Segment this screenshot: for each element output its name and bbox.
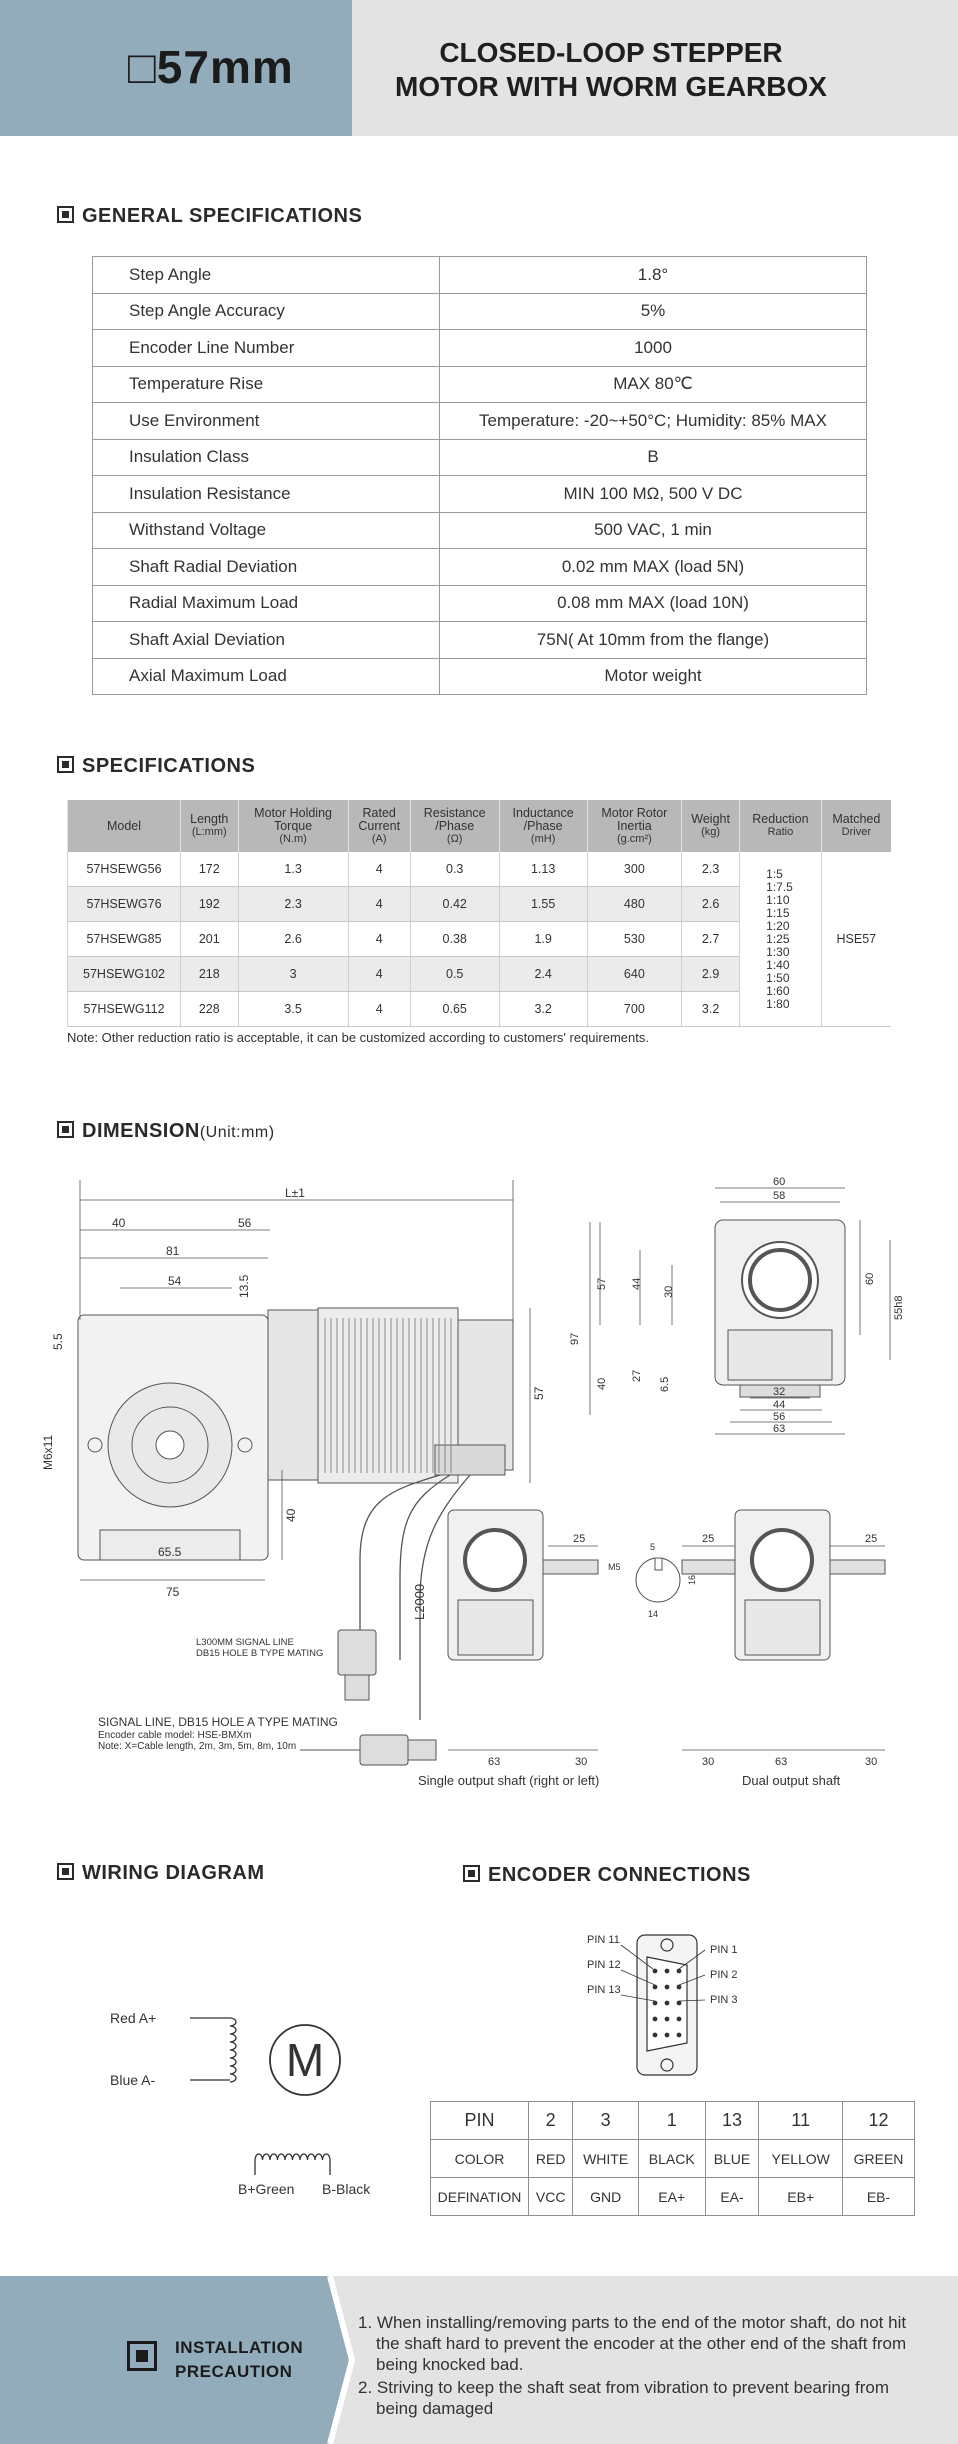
single-output-shaft: [543, 1560, 598, 1574]
spec-column-header-line: Torque: [273, 818, 313, 833]
spec-cell: 640: [587, 957, 681, 992]
dim-key-14-label: 14: [648, 1609, 659, 1619]
dim-97-label: 97: [569, 1332, 581, 1345]
pin12-label: PIN 12: [587, 1959, 621, 1971]
general-spec-key: Withstand Voltage: [93, 512, 440, 549]
spec-cell: 0.42: [410, 887, 499, 922]
wire-red-label: Red A+: [110, 2010, 157, 2026]
spec-cell: 1.55: [499, 887, 587, 922]
spec-column-header: [682, 800, 740, 852]
frame-size-label: □57mm: [128, 41, 294, 93]
connector-pin-hole: [653, 1985, 658, 1990]
spec-cell: 0.65: [410, 992, 499, 1027]
encoder-title: ENCODER CONNECTIONS: [488, 1864, 751, 1886]
spec-column-header-line: /Phase: [523, 818, 563, 833]
wiring-title: WIRING DIAGRAM: [82, 1862, 265, 1884]
spec-cell: 3.2: [682, 992, 740, 1027]
spec-column-header-line: Inductance: [512, 805, 574, 820]
spec-column-header-line: (mH): [530, 832, 556, 845]
motor-flange: [268, 1310, 318, 1480]
spec-cell: 57HSEWG56: [68, 852, 181, 887]
general-spec-value: Motor weight: [440, 658, 867, 695]
general-spec-row: [93, 439, 867, 476]
section-square-icon: [57, 1863, 74, 1880]
footer-title: [175, 2336, 303, 2384]
spec-column-header-line: Inertia: [616, 818, 652, 833]
spec-cell: 2.7: [682, 922, 740, 957]
general-spec-value: MIN 100 MΩ, 500 V DC: [440, 476, 867, 513]
encoder-table-cell: GREEN: [843, 2140, 915, 2178]
signal-a-title: SIGNAL LINE, DB15 HOLE A TYPE MATING: [98, 1715, 338, 1729]
dim-44-front-label: 44: [631, 1277, 643, 1290]
encoder-table-cell: GND: [573, 2178, 639, 2216]
page-title-line-1: CLOSED-LOOP STEPPER: [439, 37, 783, 68]
spec-cell: 4: [348, 887, 410, 922]
dim-dual-30b-label: 30: [865, 1756, 878, 1768]
precaution-list: [358, 2312, 918, 2419]
spec-column-header-line: (A): [371, 832, 387, 845]
reduction-ratio: 1:7.5: [766, 879, 793, 894]
general-spec-row: [93, 293, 867, 330]
spec-column-header-line: /Phase: [435, 818, 475, 833]
spec-cell: 2.3: [682, 852, 740, 887]
spec-table: [67, 800, 891, 1027]
general-spec-key: Insulation Class: [93, 439, 440, 476]
single-fins: [458, 1600, 533, 1655]
reduction-ratio: 1:10: [766, 892, 790, 907]
section-square-icon: [57, 756, 74, 773]
spec-column-header: [740, 800, 822, 852]
spec-cell: 172: [181, 852, 239, 887]
caption-dual-shaft: Dual output shaft: [742, 1773, 841, 1788]
wire-green-label: B+Green: [238, 2181, 295, 2197]
encoder-pin-table: [430, 2101, 915, 2216]
dual-output-shaft-right: [830, 1560, 885, 1574]
encoder-table-cell: BLACK: [638, 2140, 705, 2178]
general-spec-value: Temperature: -20~+50°C; Humidity: 85% MAX: [440, 403, 867, 440]
general-spec-key: Use Environment: [93, 403, 440, 440]
spec-cell: 218: [181, 957, 239, 992]
general-spec-row: [93, 476, 867, 513]
spec-column-header-line: Motor Rotor: [601, 805, 668, 820]
dim-57-front-label: 57: [596, 1277, 608, 1290]
general-spec-row: [93, 658, 867, 695]
spec-cell: 0.38: [410, 922, 499, 957]
spec-cell: 4: [348, 992, 410, 1027]
spec-column-header-line: Length: [190, 812, 229, 826]
dim-key-5-label: 5: [650, 1542, 656, 1552]
dim-5-5-label: 5.5: [51, 1333, 65, 1350]
encoder-table-row: [431, 2102, 915, 2140]
dim-single-63-label: 63: [488, 1756, 501, 1768]
spec-cell: 530: [587, 922, 681, 957]
encoder-table-cell: EA-: [705, 2178, 759, 2216]
general-spec-heading: [57, 205, 362, 228]
reduction-ratio: 1:20: [766, 918, 790, 933]
dual-output-bore: [752, 1530, 812, 1590]
spec-cell: 57HSEWG102: [68, 957, 181, 992]
dim-dual-30a-label: 30: [702, 1756, 715, 1768]
reduction-ratio: 1:60: [766, 983, 790, 998]
spec-cell: 1.13: [499, 852, 587, 887]
spec-note: Note: Other reduction ratio is acceptable, it can be customized according to customers' requirements.: [67, 1030, 649, 1045]
connector-pin-hole: [665, 1985, 670, 1990]
spec-column-header: [821, 800, 891, 852]
spec-column-header-line: Motor Holding: [254, 805, 332, 820]
spec-cell: 4: [348, 852, 410, 887]
signal-b-line1: L300MM SIGNAL LINE: [196, 1637, 294, 1648]
connector-b: [338, 1630, 376, 1700]
reduction-ratio: 1:5: [766, 866, 783, 881]
spec-cell: 201: [181, 922, 239, 957]
spec-column-header: [68, 800, 181, 852]
general-spec-value: 1.8°: [440, 257, 867, 294]
dim-30-front-label: 30: [663, 1285, 675, 1298]
dim-dual-63-label: 63: [775, 1756, 788, 1768]
encoder-table-row: [431, 2140, 915, 2178]
dual-output-shaft-left: [682, 1560, 735, 1574]
connector-pin-hole: [665, 2001, 670, 2006]
encoder-table-cell: VCC: [529, 2178, 573, 2216]
encoder-table-cell: 11: [759, 2102, 843, 2140]
wire-black-label: B-Black: [322, 2181, 371, 2197]
dim-27-label: 27: [631, 1369, 643, 1382]
spec-column-header-line: Rated: [362, 805, 396, 820]
general-spec-row: [93, 512, 867, 549]
spec-column-header: [410, 800, 499, 852]
encoder-table-row: [431, 2178, 915, 2216]
spec-column-header: [348, 800, 410, 852]
dim-44-bottom-label: 44: [773, 1399, 786, 1411]
spec-column-header-line: Model: [106, 818, 142, 833]
page-title: [376, 36, 846, 104]
connector-b-housing: [338, 1630, 376, 1675]
dim-single-30-label: 30: [575, 1756, 588, 1768]
encoder-table-cell: EB-: [843, 2178, 915, 2216]
general-spec-row: [93, 403, 867, 440]
wiring-heading: [57, 1862, 265, 1885]
dim-13-5-label: 13.5: [237, 1274, 251, 1298]
spec-cell: 2.6: [682, 887, 740, 922]
general-spec-value: 1000: [440, 330, 867, 367]
pin1-label: PIN 1: [710, 1944, 738, 1956]
matched-driver-cell: HSE57: [821, 852, 891, 1027]
encoder-table-cell: 2: [529, 2102, 573, 2140]
general-spec-row: [93, 366, 867, 403]
dim-l2000-label: L2000: [412, 1583, 427, 1620]
dim-57-label: 57: [532, 1386, 546, 1400]
reduction-ratio: 1:80: [766, 996, 790, 1011]
dim-75-label: 75: [166, 1585, 180, 1599]
spec-cell: 3: [238, 957, 348, 992]
encoder-table-cell: RED: [529, 2140, 573, 2178]
reduction-ratio: 1:25: [766, 931, 790, 946]
dim-m5-label: M5: [608, 1562, 621, 1572]
spec-cell: 1.3: [238, 852, 348, 887]
output-shaft-bore: [156, 1431, 184, 1459]
shaft-keyway: [655, 1558, 662, 1570]
signal-a-note: Note: X=Cable length, 2m, 3m, 5m, 8m, 10m: [98, 1741, 297, 1752]
dim-55h8-label: 55h8: [893, 1295, 905, 1320]
dim-40-label: 40: [112, 1216, 126, 1230]
encoder-table-cell: EB+: [759, 2178, 843, 2216]
spec-column-header-line: (N.m): [279, 832, 307, 845]
encoder-table-cell: PIN: [431, 2102, 529, 2140]
general-spec-value: MAX 80℃: [440, 366, 867, 403]
db15-connector: [575, 1925, 755, 2090]
spec-cell: 3.2: [499, 992, 587, 1027]
footer-square-icon: [127, 2341, 157, 2371]
spec-row: [68, 852, 892, 887]
spec-cell: 1.9: [499, 922, 587, 957]
spec-cell: 192: [181, 887, 239, 922]
precaution-item-1: 1. When installing/removing parts to the end of the motor shaft, do not hit the shaft hard to prevent the encoder at the other end of the shaft from being knocked bad.: [358, 2313, 907, 2374]
spec-column-header-line: Matched: [832, 812, 881, 826]
connector-pin-hole: [665, 2033, 670, 2038]
spec-cell: 4: [348, 957, 410, 992]
general-spec-row: [93, 330, 867, 367]
spec-column-header-line: Reduction: [752, 812, 809, 826]
spec-column-header-line: (kg): [701, 826, 721, 838]
dim-56-bottom-label: 56: [773, 1411, 786, 1423]
encoder-table-cell: EA+: [638, 2178, 705, 2216]
section-square-icon: [463, 1865, 480, 1882]
encoder-table-cell: COLOR: [431, 2140, 529, 2178]
spec-cell: 300: [587, 852, 681, 887]
reduction-ratio: 1:15: [766, 905, 790, 920]
spec-cell: 2.9: [682, 957, 740, 992]
spec-cell: 700: [587, 992, 681, 1027]
spec-heading: [57, 755, 255, 778]
general-spec-value: 0.02 mm MAX (load 5N): [440, 549, 867, 586]
coil-b: [255, 2154, 330, 2160]
dim-63-bottom-label: 63: [773, 1423, 786, 1435]
reduction-ratio: 1:50: [766, 970, 790, 985]
general-spec-value: B: [440, 439, 867, 476]
connector-a-plug: [408, 1740, 436, 1760]
connector-pin-hole: [653, 2033, 658, 2038]
dimension-drawing: [0, 1160, 958, 1800]
spec-cell: 228: [181, 992, 239, 1027]
spec-column-header-line: Weight: [691, 812, 730, 826]
general-spec-row: [93, 585, 867, 622]
dim-32-label: 32: [773, 1386, 786, 1398]
general-spec-table: [92, 256, 867, 695]
pin11-label: PIN 11: [587, 1934, 620, 1946]
spec-cell: 0.5: [410, 957, 499, 992]
general-spec-key: Encoder Line Number: [93, 330, 440, 367]
dim-single-25-label: 25: [573, 1533, 586, 1545]
spec-cell: 2.4: [499, 957, 587, 992]
encoder-table-cell: 1: [638, 2102, 705, 2140]
general-spec-value: 75N( At 10mm from the flange): [440, 622, 867, 659]
spec-cell: 57HSEWG85: [68, 922, 181, 957]
pin13-label: PIN 13: [587, 1984, 621, 1996]
dim-60-top-label: 60: [773, 1176, 786, 1188]
precaution-item-2: 2. Striving to keep the shaft seat from vibration to prevent bearing from being damaged: [358, 2378, 890, 2418]
dim-key-16-label: 16: [687, 1574, 697, 1585]
front-output-ring: [742, 1242, 818, 1318]
general-spec-key: Shaft Radial Deviation: [93, 549, 440, 586]
dimension-heading: [57, 1120, 275, 1143]
wiring-diagram: [90, 1990, 410, 2200]
section-square-icon: [57, 1121, 74, 1138]
spec-column-header-line: Ratio: [767, 826, 794, 838]
spec-cell: 4: [348, 922, 410, 957]
general-spec-key: Shaft Axial Deviation: [93, 622, 440, 659]
general-spec-key: Axial Maximum Load: [93, 658, 440, 695]
dim-l-label: L±1: [285, 1186, 305, 1200]
dim-dual-25a-label: 25: [702, 1533, 715, 1545]
connector-a-housing: [360, 1735, 408, 1765]
general-spec-key: Insulation Resistance: [93, 476, 440, 513]
spec-cell: 2.6: [238, 922, 348, 957]
front-fins: [728, 1330, 832, 1380]
connector-a: [300, 1735, 436, 1765]
spec-title: SPECIFICATIONS: [82, 755, 256, 777]
general-spec-key: Step Angle: [93, 257, 440, 294]
dual-fins: [745, 1600, 820, 1655]
dim-54-label: 54: [168, 1274, 182, 1288]
general-spec-key: Radial Maximum Load: [93, 585, 440, 622]
connector-pin-hole: [665, 1969, 670, 1974]
spec-column-header: [181, 800, 239, 852]
spec-column-header-line: (g.cm²): [616, 832, 652, 845]
encoder-table-cell: BLUE: [705, 2140, 759, 2178]
encoder-table-cell: DEFINATION: [431, 2178, 529, 2216]
single-output-bore: [465, 1530, 525, 1590]
spec-column-header-line: Current: [358, 818, 401, 833]
caption-single-shaft: Single output shaft (right or left): [418, 1773, 600, 1788]
spec-cell: 0.3: [410, 852, 499, 887]
general-spec-row: [93, 257, 867, 294]
encoder-heading: [463, 1864, 751, 1887]
general-spec-key: Temperature Rise: [93, 366, 440, 403]
encoder-table-cell: YELLOW: [759, 2140, 843, 2178]
dim-58-top-label: 58: [773, 1190, 786, 1202]
spec-column-header-line: Resistance: [423, 805, 486, 820]
encoder-table-cell: 3: [573, 2102, 639, 2140]
spec-cell: 2.3: [238, 887, 348, 922]
section-square-icon: [57, 206, 74, 223]
spec-column-header-line: (Ω): [446, 832, 463, 845]
dim-60-right-label: 60: [864, 1272, 876, 1285]
spec-column-header: [587, 800, 681, 852]
spec-cell: 57HSEWG112: [68, 992, 181, 1027]
pin3-label: PIN 3: [710, 1994, 738, 2006]
dim-56-label: 56: [238, 1216, 252, 1230]
dimension-title: DIMENSION: [82, 1120, 200, 1142]
connector-pin-hole: [677, 1985, 682, 1990]
spec-cell: 480: [587, 887, 681, 922]
spec-cell: 57HSEWG76: [68, 887, 181, 922]
encoder-table-cell: 13: [705, 2102, 759, 2140]
spec-column-header-line: Driver: [841, 826, 871, 838]
connector-pin-hole: [653, 1969, 658, 1974]
dimension-unit: (Unit:mm): [199, 1124, 275, 1141]
page-title-line-2: MOTOR WITH WORM GEARBOX: [395, 71, 827, 102]
pin2-label: PIN 2: [710, 1969, 738, 1981]
encoder-table-cell: WHITE: [573, 2140, 639, 2178]
dim-81-label: 81: [166, 1244, 180, 1258]
dim-dual-25b-label: 25: [865, 1533, 878, 1545]
connector-pin-hole: [653, 2001, 658, 2006]
dim-65-5-label: 65.5: [158, 1545, 182, 1559]
encoder-table-cell: 12: [843, 2102, 915, 2140]
spec-column-header: [499, 800, 587, 852]
wire-blue-label: Blue A-: [110, 2072, 156, 2088]
general-spec-value: 500 VAC, 1 min: [440, 512, 867, 549]
connector-b-plug: [345, 1675, 369, 1700]
dim-40-front-label: 40: [596, 1377, 608, 1390]
spec-column-header: [238, 800, 348, 852]
general-spec-value: 5%: [440, 293, 867, 330]
dim-6-5-label: 6.5: [659, 1376, 671, 1392]
connector-pin-hole: [677, 1969, 682, 1974]
spec-cell: 3.5: [238, 992, 348, 1027]
reduction-ratio: 1:30: [766, 944, 790, 959]
general-spec-row: [93, 549, 867, 586]
dim-m6-label: M6x11: [41, 1434, 55, 1470]
signal-a-model: Encoder cable model: HSE-BMXm: [98, 1730, 252, 1741]
motor-cable: [400, 1475, 450, 1660]
signal-b-line2: DB15 HOLE B TYPE MATING: [196, 1648, 324, 1659]
footer-title-line-1: INSTALLATION: [175, 2338, 304, 2357]
footer-title-line-2: PRECAUTION: [175, 2362, 293, 2381]
dim-40b-label: 40: [284, 1508, 298, 1522]
motor-symbol-letter: M: [285, 2034, 325, 2086]
general-spec-key: Step Angle Accuracy: [93, 293, 440, 330]
general-spec-value: 0.08 mm MAX (load 10N): [440, 585, 867, 622]
connector-pin-hole: [677, 2017, 682, 2022]
reduction-ratio-cell: [740, 852, 822, 1027]
connector-pin-hole: [677, 2033, 682, 2038]
general-spec-row: [93, 622, 867, 659]
coil-a: [230, 2018, 236, 2082]
spec-column-header-line: (L:mm): [191, 826, 227, 838]
connector-pin-hole: [653, 2017, 658, 2022]
connector-pin-hole: [665, 2017, 670, 2022]
general-spec-title: GENERAL SPECIFICATIONS: [82, 205, 363, 227]
reduction-ratio: 1:40: [766, 957, 790, 972]
